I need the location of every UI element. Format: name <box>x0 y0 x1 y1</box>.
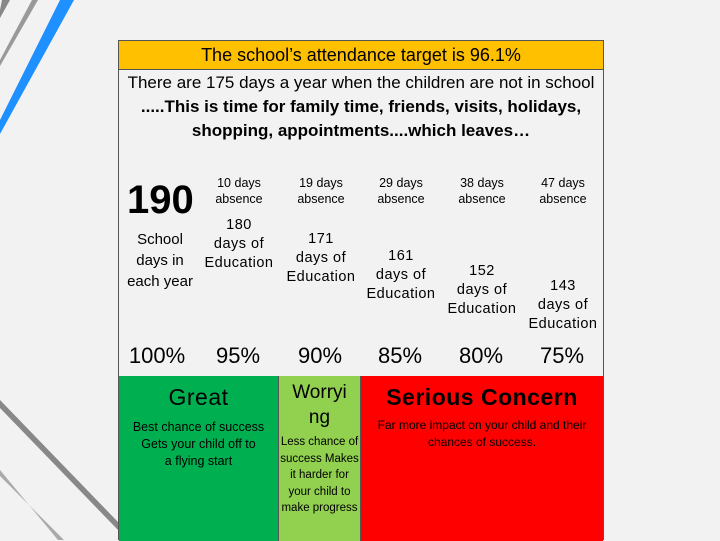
education-num: 180 <box>226 217 252 233</box>
absence-word: absence <box>215 192 263 206</box>
zone-worrying-desc: Less chance of success Makes it harder for your child to make progress <box>280 436 359 514</box>
absence-col-3 <box>366 175 436 207</box>
education-num: 143 <box>550 278 576 294</box>
percent-col-3: 85% <box>377 343 423 368</box>
absence-num: 10 days <box>217 176 261 190</box>
absence-num: 19 days <box>299 176 343 190</box>
intro-line-1: There are 175 days a year when the children are not in school <box>127 73 595 92</box>
zone-great-desc <box>119 419 278 470</box>
absence-num: 29 days <box>379 176 423 190</box>
absence-word: absence <box>458 192 506 206</box>
education-num: 161 <box>388 248 414 264</box>
zone-great-desc-3: a flying start <box>164 454 233 468</box>
education-num: 152 <box>469 263 495 279</box>
school-days-label-1: School <box>137 231 183 248</box>
absence-word: absence <box>377 192 425 206</box>
absence-word: absence <box>297 192 345 206</box>
education-word: Education <box>366 286 436 302</box>
education-days: days of <box>456 282 508 298</box>
education-col-3 <box>361 247 441 304</box>
absence-num: 47 days <box>541 176 585 190</box>
page-title: The school’s attendance target is 96.1% <box>119 41 603 70</box>
decorative-stripes <box>0 0 130 540</box>
education-col-4 <box>442 262 522 319</box>
zone-serious-heading: Serious Concern <box>386 384 578 410</box>
grey-stripe-3 <box>0 400 118 530</box>
attendance-panel <box>118 40 604 540</box>
grey-stripe-4 <box>0 470 64 540</box>
zone-worrying <box>279 376 361 541</box>
zone-serious <box>361 376 603 541</box>
grey-stripe-1 <box>0 0 10 18</box>
absence-word: absence <box>539 192 587 206</box>
zone-great-desc-2: Gets your child off to <box>141 437 256 451</box>
education-col-2 <box>281 230 361 287</box>
education-word: Education <box>528 316 598 332</box>
school-days-label-3: each year <box>127 273 193 290</box>
percent-col-1: 95% <box>215 343 261 368</box>
education-word: Education <box>447 301 517 317</box>
education-word: Education <box>286 269 356 285</box>
school-days-number: 190 <box>127 178 194 222</box>
education-days: days of <box>295 250 347 266</box>
percent-col-2: 90% <box>297 343 343 368</box>
absence-col-2 <box>286 175 356 207</box>
education-word: Education <box>204 255 274 271</box>
intro-line-2: .....This is time for family time, friends, visits, holidays, shopping, appointments....which leaves… <box>140 97 582 140</box>
school-days-label <box>119 229 201 292</box>
zone-great-desc-1: Best chance of success <box>132 420 265 434</box>
education-days: days of <box>375 267 427 283</box>
education-num: 171 <box>308 231 334 247</box>
blue-stripe <box>0 0 74 134</box>
absence-col-5 <box>528 175 598 207</box>
absence-col-1 <box>204 175 274 207</box>
education-days: days of <box>537 297 589 313</box>
percent-col-4: 80% <box>458 343 504 368</box>
intro-text <box>123 71 599 143</box>
education-col-1 <box>199 216 279 273</box>
percent-col-5: 75% <box>539 343 585 368</box>
zone-worrying-heading-1: Worryi <box>292 382 347 403</box>
zone-worrying-heading <box>279 380 360 430</box>
school-days-label-2: days in <box>136 252 184 269</box>
percent-100: 100% <box>128 343 186 368</box>
zone-serious-desc: Far more impact on your child and their chances of success. <box>377 418 587 449</box>
zone-great-heading: Great <box>168 384 229 410</box>
absence-num: 38 days <box>460 176 504 190</box>
education-col-5 <box>523 277 603 334</box>
absence-col-4 <box>447 175 517 207</box>
zone-great <box>119 376 279 541</box>
education-days: days of <box>213 236 265 252</box>
zone-worrying-heading-2: ng <box>308 407 331 428</box>
